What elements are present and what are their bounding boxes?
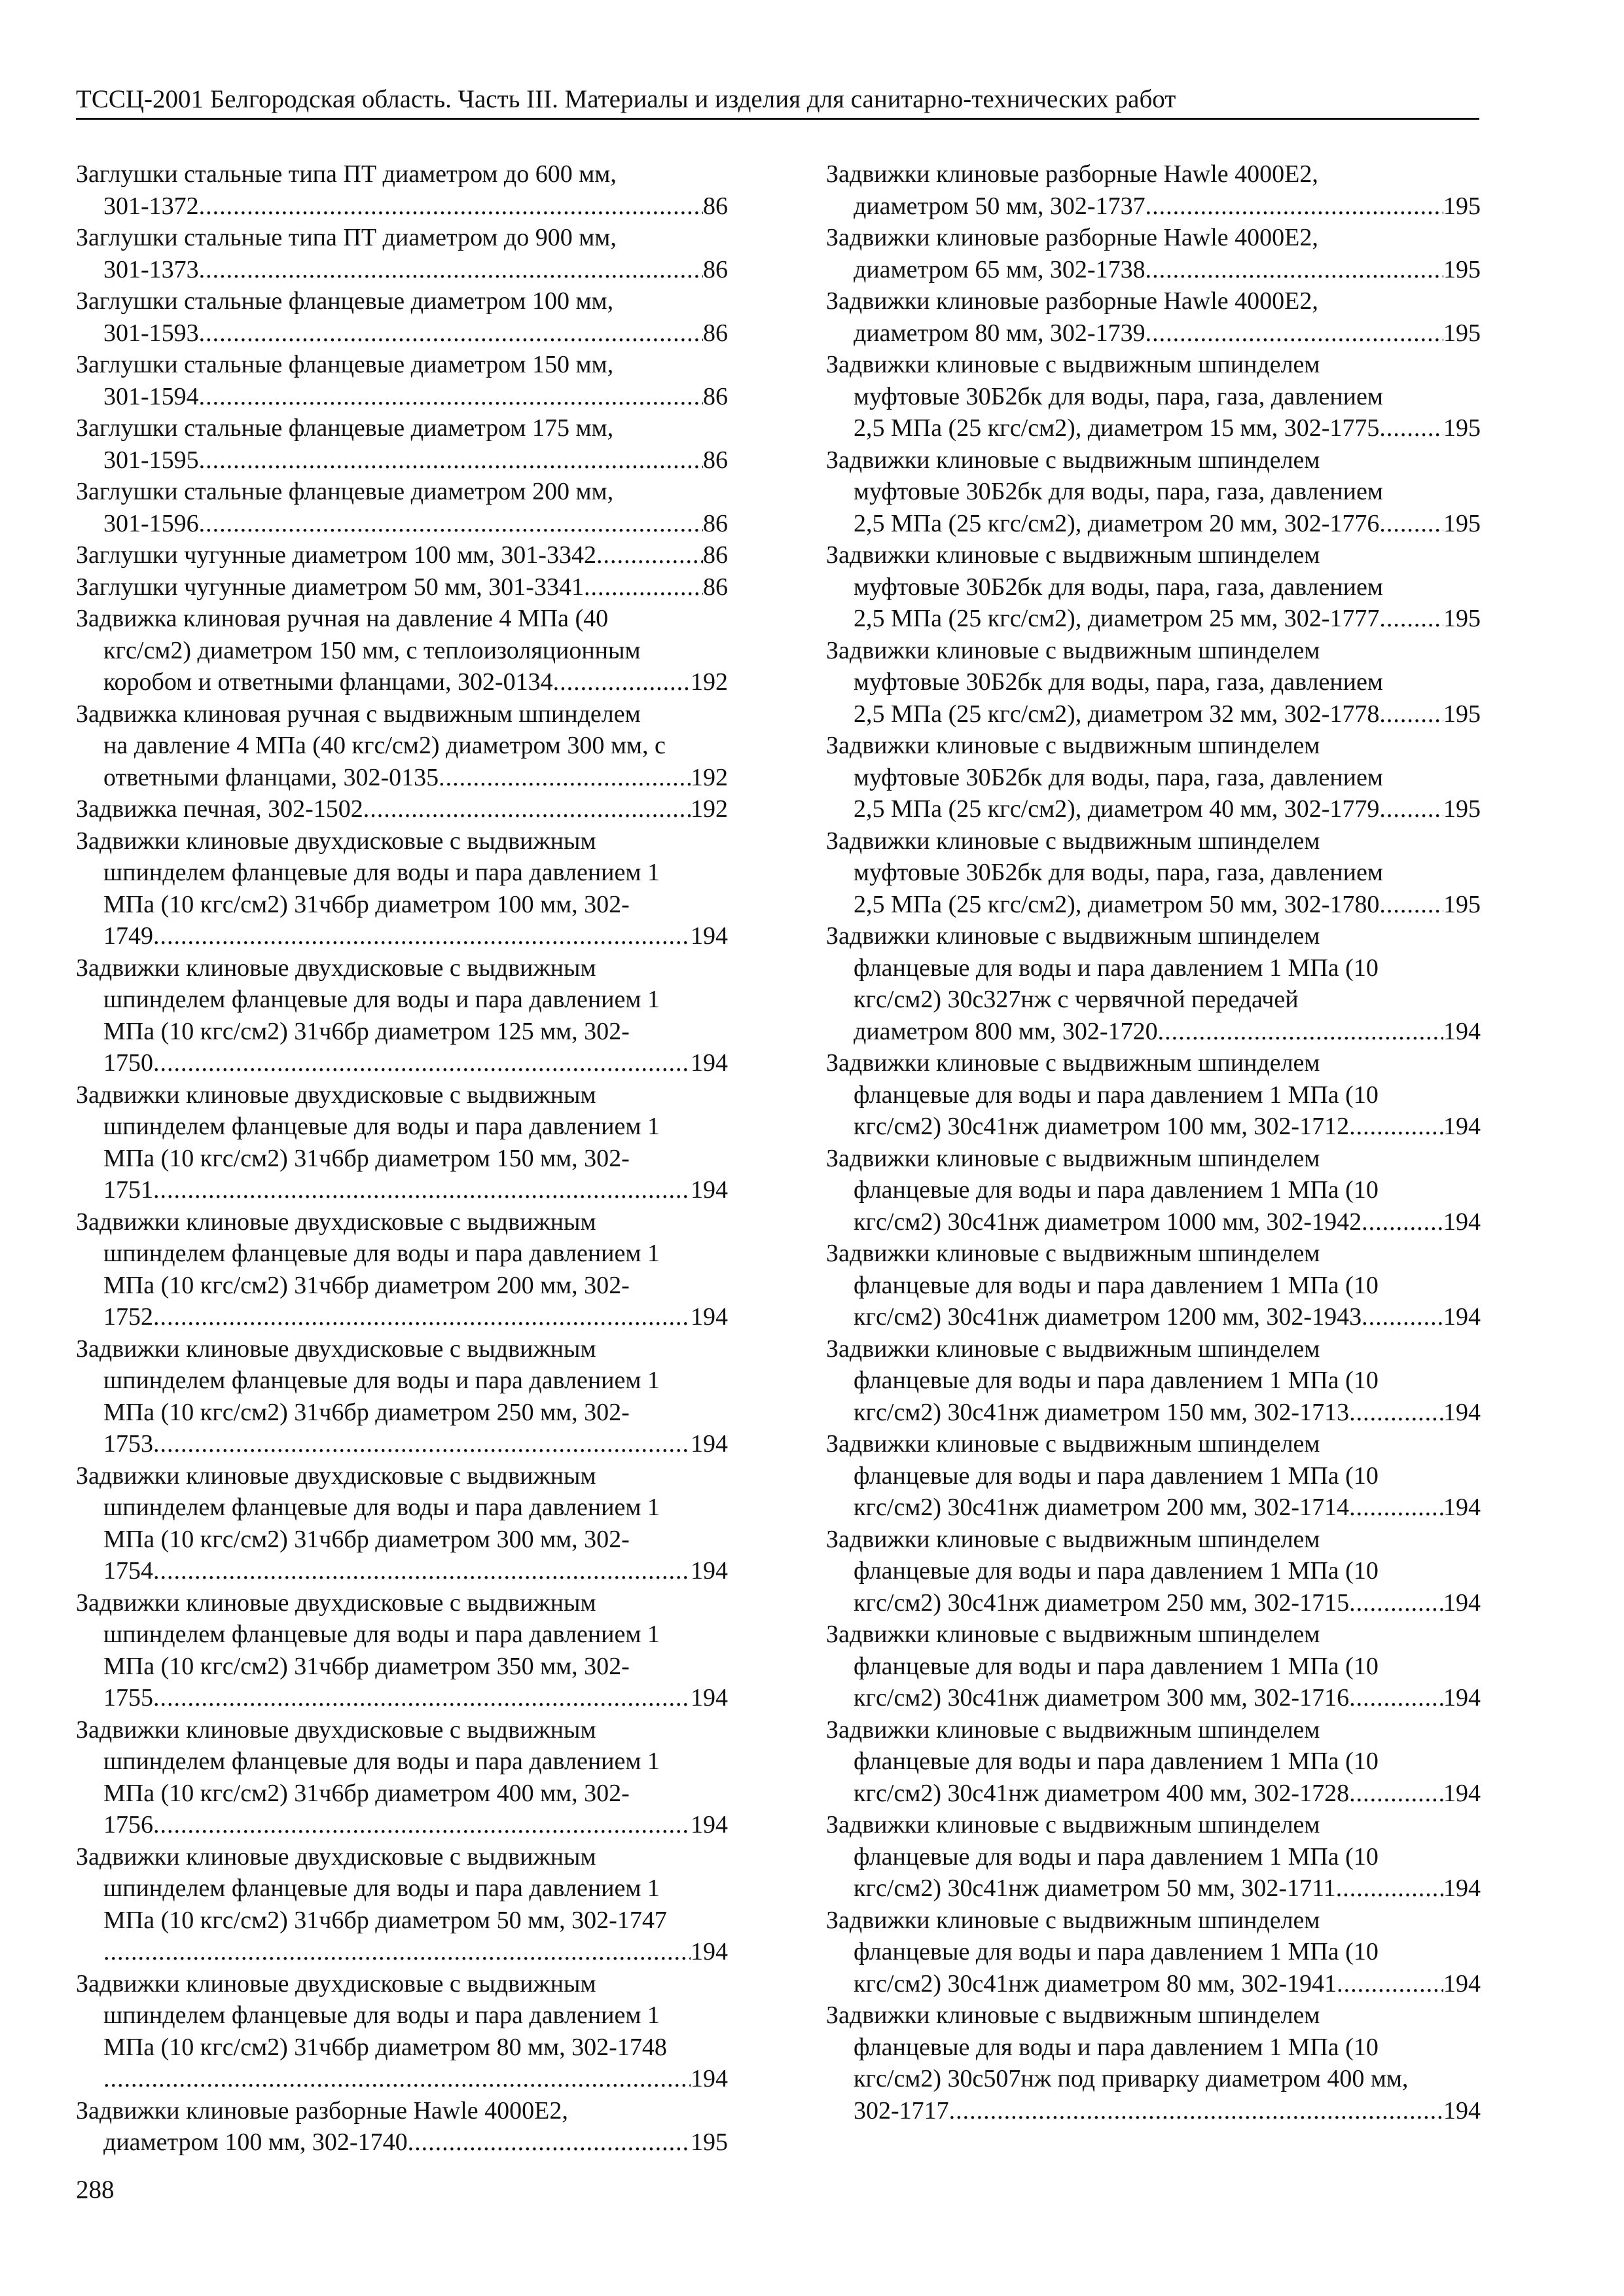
entry-line: Задвижки клиновые двухдисковые с выдвижным <box>76 1969 596 1998</box>
entry-page-ref: 195 <box>1443 319 1481 347</box>
index-entry <box>76 476 728 539</box>
dot-leader <box>1336 1873 1443 1905</box>
entry-page-ref: 195 <box>1443 700 1481 728</box>
entry-line: шпинделем фланцевые для воды и пара давлением 1 <box>103 1621 660 1648</box>
entry-page-ref: 86 <box>703 255 728 283</box>
running-header: ТССЦ-2001 Белгородская область. Часть III. Материалы и изделия для санитарно-технических работ <box>76 84 1479 120</box>
entry-last-line: диаметром 800 мм, 302-1720 <box>854 1017 1158 1045</box>
entry-line: фланцевые для воды и пара давлением 1 МПа (10 <box>854 954 1379 982</box>
entry-page-ref: 192 <box>691 795 728 823</box>
entry-line: Задвижки клиновые разборные Hawle 4000E2, <box>76 2096 568 2125</box>
entry-last-line: диаметром 50 мм, 302-1737 <box>854 192 1146 220</box>
entry-page-ref: 86 <box>703 446 728 474</box>
dot-leader <box>1349 1587 1443 1619</box>
entry-last-line: 2,5 МПа (25 кгс/см2), диаметром 50 мм, 302-1780 <box>854 890 1380 918</box>
dot-leader <box>1349 1778 1443 1810</box>
index-entry <box>826 730 1481 825</box>
index-entry <box>826 1047 1481 1143</box>
entry-line: Заглушки стальные фланцевые диаметром 200 мм, <box>76 478 614 505</box>
entry-line: Заглушки стальные фланцевые диаметром 150 мм, <box>76 351 614 378</box>
entry-last-line: 301-1596 <box>103 509 199 537</box>
entry-last-line: 301-1593 <box>103 319 199 347</box>
entry-page-ref: 194 <box>1443 1208 1481 1236</box>
entry-line: Задвижки клиновые двухдисковые с выдвижным <box>76 1588 596 1617</box>
entry-last-line: Заглушки чугунные диаметром 50 мм, 301-3341 <box>76 573 584 601</box>
entry-page-ref: 194 <box>1443 1303 1481 1331</box>
index-entry <box>826 1238 1481 1333</box>
entry-line: фланцевые для воды и пара давлением 1 МПа (10 <box>854 1462 1379 1490</box>
entry-line: шпинделем фланцевые для воды и пара давлением 1 <box>103 1113 660 1140</box>
dot-leader <box>439 762 691 794</box>
entry-page-ref: 86 <box>703 382 728 410</box>
dot-leader <box>199 190 703 223</box>
index-entry <box>76 1714 728 1841</box>
entry-last-line: диаметром 100 мм, 302-1740 <box>103 2128 408 2156</box>
entry-line: фланцевые для воды и пара давлением 1 МПа (10 <box>854 2033 1379 2061</box>
page-number: 288 <box>76 2176 115 2204</box>
entry-line: муфтовые 30Б2бк для воды, пара, газа, давлением <box>854 668 1383 696</box>
dot-leader <box>1362 1301 1443 1333</box>
dot-leader <box>199 317 703 350</box>
entry-last-line: Задвижка печная, 302-1502 <box>76 795 363 823</box>
index-entry <box>826 635 1481 730</box>
index-entry <box>826 349 1481 444</box>
dot-leader <box>1379 508 1443 540</box>
dot-leader <box>1349 1492 1443 1524</box>
entry-line: Задвижки клиновые двухдисковые с выдвижным <box>76 1335 596 1363</box>
entry-page-ref: 194 <box>1443 1398 1481 1426</box>
entry-line: МПа (10 кгс/см2) 31ч6бр диаметром 50 мм, 302-1747 <box>103 1906 667 1934</box>
dot-leader <box>1146 254 1443 286</box>
entry-line: Задвижки клиновые с выдвижным шпинделем <box>826 1715 1320 1744</box>
entry-line: Задвижки клиновые с выдвижным шпинделем <box>826 541 1320 569</box>
entry-page-ref: 195 <box>1443 890 1481 918</box>
entry-line: Заглушки стальные типа ПТ диаметром до 600 мм, <box>76 160 617 188</box>
entry-page-ref: 86 <box>703 541 728 569</box>
dot-leader <box>553 666 691 698</box>
index-entry <box>76 539 728 571</box>
dot-leader <box>1379 889 1443 921</box>
entry-line: шпинделем фланцевые для воды и пара давлением 1 <box>103 1240 660 1267</box>
dot-leader <box>1146 317 1443 350</box>
entry-page-ref: 195 <box>1443 255 1481 283</box>
entry-line: Задвижки клиновые двухдисковые с выдвижным <box>76 1842 596 1871</box>
entry-line: шпинделем фланцевые для воды и пара давлением 1 <box>103 1748 660 1775</box>
entry-line: Заглушки стальные фланцевые диаметром 100 мм, <box>76 287 614 315</box>
entry-line: шпинделем фланцевые для воды и пара давлением 1 <box>103 1367 660 1394</box>
dot-leader <box>1379 698 1443 730</box>
entry-page-ref: 194 <box>1443 2096 1481 2125</box>
dot-leader <box>103 2063 691 2095</box>
dot-leader <box>153 1682 691 1714</box>
entry-page-ref: 86 <box>703 573 728 601</box>
entry-last-line: 1749 <box>103 922 153 950</box>
entry-line: Задвижки клиновые разборные Hawle 4000E2, <box>826 287 1318 315</box>
index-column-left <box>76 158 728 2159</box>
entry-line: шпинделем фланцевые для воды и пара давлением 1 <box>103 986 660 1013</box>
index-entry <box>826 1619 1481 1714</box>
dot-leader <box>153 1555 691 1587</box>
entry-page-ref: 195 <box>1443 795 1481 823</box>
entry-last-line: кгс/см2) 30с41нж диаметром 1200 мм, 302-1943 <box>854 1303 1362 1331</box>
index-entry <box>826 2000 1481 2126</box>
entry-page-ref: 194 <box>691 922 728 950</box>
entry-line: кгс/см2) 30с507нж под приварку диаметром 400 мм, <box>854 2065 1409 2092</box>
entry-last-line: кгс/см2) 30с41нж диаметром 400 мм, 302-1728 <box>854 1779 1350 1807</box>
index-entry <box>76 1460 728 1587</box>
entry-last-line: кгс/см2) 30с41нж диаметром 1000 мм, 302-1942 <box>854 1208 1362 1236</box>
dot-leader <box>153 1174 691 1206</box>
index-entry <box>826 1905 1481 2000</box>
entry-page-ref: 195 <box>1443 605 1481 632</box>
entry-page-ref: 194 <box>1443 1684 1481 1712</box>
entry-page-ref: 194 <box>1443 1588 1481 1617</box>
entry-line: Задвижки клиновые двухдисковые с выдвижным <box>76 1208 596 1236</box>
index-entry <box>76 1841 728 1968</box>
entry-line: МПа (10 кгс/см2) 31ч6бр диаметром 125 мм, 302- <box>103 1017 630 1045</box>
dot-leader <box>199 381 703 413</box>
index-entry <box>76 412 728 476</box>
entry-line: Задвижки клиновые с выдвижным шпинделем <box>826 827 1320 855</box>
entry-page-ref: 194 <box>691 2065 728 2092</box>
entry-last-line: 1750 <box>103 1049 153 1077</box>
entry-last-line: 1752 <box>103 1303 153 1331</box>
index-entry <box>826 920 1481 1047</box>
entry-line: муфтовые 30Б2бк для воды, пара, газа, давлением <box>854 859 1383 886</box>
index-entry <box>826 158 1481 222</box>
entry-line: Задвижки клиновые двухдисковые с выдвижным <box>76 1462 596 1490</box>
entry-line: фланцевые для воды и пара давлением 1 МПа (10 <box>854 1271 1379 1299</box>
entry-line: кгс/см2) 30с327нж с червячной передачей <box>854 986 1299 1013</box>
dot-leader <box>153 1301 691 1333</box>
index-entry <box>76 952 728 1079</box>
entry-line: Задвижки клиновые с выдвижным шпинделем <box>826 1906 1320 1934</box>
entry-page-ref: 86 <box>703 192 728 220</box>
index-entry <box>826 1809 1481 1905</box>
entry-line: Задвижка клиновая ручная с выдвижным шпинделем <box>76 700 641 728</box>
entry-last-line: 2,5 МПа (25 кгс/см2), диаметром 20 мм, 302-1776 <box>854 509 1380 537</box>
entry-page-ref: 86 <box>703 509 728 537</box>
entry-last-line: кгс/см2) 30с41нж диаметром 80 мм, 302-1941 <box>854 1969 1337 1998</box>
entry-last-line: 301-1594 <box>103 382 199 410</box>
entry-line: фланцевые для воды и пара давлением 1 МПа (10 <box>854 1652 1379 1680</box>
entry-line: Задвижки клиновые с выдвижным шпинделем <box>826 1525 1320 1553</box>
dot-leader <box>1158 1016 1443 1048</box>
entry-page-ref: 194 <box>1443 1113 1481 1140</box>
entry-line: кгс/см2) диаметром 150 мм, с теплоизоляционным <box>103 636 641 664</box>
entry-page-ref: 194 <box>691 1303 728 1331</box>
entry-line: Задвижки клиновые двухдисковые с выдвижным <box>76 954 596 982</box>
entry-line: шпинделем фланцевые для воды и пара давлением 1 <box>103 859 660 886</box>
entry-page-ref: 194 <box>1443 1969 1481 1998</box>
entry-line: Задвижки клиновые с выдвижным шпинделем <box>826 1049 1320 1077</box>
entry-last-line: кгс/см2) 30с41нж диаметром 300 мм, 302-1716 <box>854 1684 1350 1712</box>
entry-line: фланцевые для воды и пара давлением 1 МПа (10 <box>854 1176 1379 1204</box>
entry-line: Задвижки клиновые с выдвижным шпинделем <box>826 922 1320 950</box>
index-entry <box>826 285 1481 349</box>
entry-line: Задвижки клиновые с выдвижным шпинделем <box>826 1811 1320 1839</box>
entry-last-line: 1753 <box>103 1430 153 1458</box>
index-entry <box>76 2095 728 2159</box>
dot-leader <box>103 1936 691 1968</box>
index-entry <box>76 1206 728 1333</box>
index-entry <box>76 825 728 952</box>
index-entry <box>826 1428 1481 1524</box>
entry-last-line: 1755 <box>103 1684 153 1712</box>
entry-page-ref: 195 <box>691 2128 728 2156</box>
entry-line: муфтовые 30Б2бк для воды, пара, газа, давлением <box>854 573 1383 601</box>
entry-last-line: диаметром 65 мм, 302-1738 <box>854 255 1146 283</box>
entry-last-line: 302-1717 <box>854 2096 949 2125</box>
entry-page-ref: 195 <box>1443 192 1481 220</box>
entry-line: Заглушки стальные типа ПТ диаметром до 900 мм, <box>76 224 617 251</box>
entry-last-line: 2,5 МПа (25 кгс/см2), диаметром 15 мм, 302-1775 <box>854 414 1380 442</box>
dot-leader <box>153 1047 691 1079</box>
dot-leader <box>1349 1111 1443 1143</box>
entry-line: муфтовые 30Б2бк для воды, пара, газа, давлением <box>854 763 1383 791</box>
dot-leader <box>596 539 703 571</box>
index-entry <box>76 1587 728 1714</box>
entry-line: Задвижки клиновые с выдвижным шпинделем <box>826 351 1320 378</box>
entry-last-line: кгс/см2) 30с41нж диаметром 250 мм, 302-1715 <box>854 1588 1350 1617</box>
index-entry <box>76 571 728 603</box>
entry-last-line: 301-1372 <box>103 192 199 220</box>
entry-line: Задвижки клиновые двухдисковые с выдвижным <box>76 827 596 855</box>
entry-line: шпинделем фланцевые для воды и пара давлением 1 <box>103 1494 660 1521</box>
entry-page-ref: 195 <box>1443 509 1481 537</box>
entry-line: Задвижки клиновые с выдвижным шпинделем <box>826 2001 1320 2029</box>
index-entry <box>826 1143 1481 1238</box>
entry-line: Задвижки клиновые с выдвижным шпинделем <box>826 1144 1320 1172</box>
entry-page-ref: 194 <box>691 1938 728 1965</box>
dot-leader <box>153 1809 691 1841</box>
entry-line: фланцевые для воды и пара давлением 1 МПа (10 <box>854 1938 1379 1965</box>
entry-line: Задвижки клиновые с выдвижным шпинделем <box>826 1240 1320 1267</box>
entry-line: муфтовые 30Б2бк для воды, пара, газа, давлением <box>854 382 1383 410</box>
entry-line: Задвижки клиновые с выдвижным шпинделем <box>826 1430 1320 1458</box>
entry-line: Задвижки клиновые с выдвижным шпинделем <box>826 732 1320 759</box>
dot-leader <box>1362 1206 1443 1238</box>
entry-last-line: 2,5 МПа (25 кгс/см2), диаметром 32 мм, 302-1778 <box>854 700 1380 728</box>
dot-leader <box>1146 190 1443 223</box>
entry-page-ref: 194 <box>691 1049 728 1077</box>
index-entry <box>76 1333 728 1460</box>
index-column-right <box>826 158 1481 2126</box>
entry-last-line: 1756 <box>103 1811 153 1839</box>
entry-line: фланцевые для воды и пара давлением 1 МПа (10 <box>854 1842 1379 1871</box>
index-entry <box>76 222 728 285</box>
entry-line: МПа (10 кгс/см2) 31ч6бр диаметром 250 мм, 302- <box>103 1398 630 1426</box>
entry-last-line: кгс/см2) 30с41нж диаметром 50 мм, 302-1711 <box>854 1874 1336 1902</box>
entry-last-line: кгс/см2) 30с41нж диаметром 100 мм, 302-1712 <box>854 1113 1350 1140</box>
dot-leader <box>153 1428 691 1460</box>
index-entry <box>76 349 728 412</box>
entry-line: МПа (10 кгс/см2) 31ч6бр диаметром 150 мм, 302- <box>103 1144 630 1172</box>
entry-line: Задвижки клиновые двухдисковые с выдвижным <box>76 1081 596 1109</box>
entry-last-line: ответными фланцами, 302-0135 <box>103 763 439 791</box>
index-entry <box>76 698 728 794</box>
index-entry <box>826 222 1481 285</box>
entry-line: фланцевые для воды и пара давлением 1 МПа (10 <box>854 1081 1379 1109</box>
entry-line: МПа (10 кгс/см2) 31ч6бр диаметром 80 мм, 302-1748 <box>103 2033 667 2061</box>
index-entry <box>76 793 728 825</box>
entry-page-ref: 194 <box>1443 1017 1481 1045</box>
entry-line: МПа (10 кгс/см2) 31ч6бр диаметром 350 мм, 302- <box>103 1652 630 1680</box>
entry-line: фланцевые для воды и пара давлением 1 МПа (10 <box>854 1367 1379 1394</box>
dot-leader <box>153 920 691 952</box>
entry-line: Задвижки клиновые с выдвижным шпинделем <box>826 1621 1320 1648</box>
entry-line: Задвижка клиновая ручная на давление 4 МПа (40 <box>76 605 609 632</box>
dot-leader <box>1337 1968 1443 2000</box>
dot-leader <box>1349 1397 1443 1429</box>
entry-line: МПа (10 кгс/см2) 31ч6бр диаметром 300 мм, 302- <box>103 1525 630 1553</box>
entry-line: шпинделем фланцевые для воды и пара давлением 1 <box>103 2001 660 2029</box>
entry-line: Задвижки клиновые с выдвижным шпинделем <box>826 446 1320 474</box>
entry-last-line: кгс/см2) 30с41нж диаметром 150 мм, 302-1713 <box>854 1398 1350 1426</box>
index-entry <box>76 158 728 222</box>
entry-line: Заглушки стальные фланцевые диаметром 175 мм, <box>76 414 614 442</box>
dot-leader <box>1379 603 1443 635</box>
entry-line: фланцевые для воды и пара давлением 1 МПа (10 <box>854 1557 1379 1585</box>
entry-line: МПа (10 кгс/см2) 31ч6бр диаметром 200 мм, 302- <box>103 1271 630 1299</box>
entry-line: на давление 4 МПа (40 кгс/см2) диаметром 300 мм, с <box>103 732 666 759</box>
dot-leader <box>1379 412 1443 444</box>
entry-page-ref: 86 <box>703 319 728 347</box>
index-entry <box>76 1079 728 1206</box>
entry-page-ref: 194 <box>691 1684 728 1712</box>
entry-page-ref: 194 <box>1443 1494 1481 1521</box>
entry-last-line: 2,5 МПа (25 кгс/см2), диаметром 40 мм, 302-1779 <box>854 795 1380 823</box>
index-entry <box>76 285 728 349</box>
dot-leader <box>199 254 703 286</box>
entry-last-line: 1754 <box>103 1557 153 1585</box>
entry-page-ref: 194 <box>1443 1874 1481 1902</box>
entry-page-ref: 194 <box>691 1811 728 1839</box>
entry-last-line: коробом и ответными фланцами, 302-0134 <box>103 668 553 696</box>
dot-leader <box>1379 793 1443 825</box>
index-entry <box>826 539 1481 635</box>
entry-last-line: кгс/см2) 30с41нж диаметром 200 мм, 302-1714 <box>854 1494 1350 1521</box>
index-entry <box>826 1333 1481 1429</box>
dot-leader <box>199 444 703 476</box>
index-entry <box>76 1968 728 2095</box>
dot-leader <box>949 2095 1443 2127</box>
entry-line: Задвижки клиновые с выдвижным шпинделем <box>826 636 1320 664</box>
dot-leader <box>1349 1682 1443 1714</box>
dot-leader <box>199 508 703 540</box>
entry-line: Задвижки клиновые разборные Hawle 4000E2, <box>826 160 1318 188</box>
entry-line: МПа (10 кгс/см2) 31ч6бр диаметром 400 мм, 302- <box>103 1779 630 1807</box>
index-entry <box>826 1524 1481 1619</box>
index-entry <box>76 603 728 698</box>
entry-last-line: 301-1595 <box>103 446 199 474</box>
entry-last-line: Заглушки чугунные диаметром 100 мм, 301-3342 <box>76 541 596 569</box>
entry-page-ref: 194 <box>691 1557 728 1585</box>
entry-line: МПа (10 кгс/см2) 31ч6бр диаметром 100 мм, 302- <box>103 890 630 918</box>
entry-line: муфтовые 30Б2бк для воды, пара, газа, давлением <box>854 478 1383 505</box>
index-entry <box>826 1714 1481 1810</box>
entry-last-line: диаметром 80 мм, 302-1739 <box>854 319 1146 347</box>
entry-page-ref: 194 <box>691 1176 728 1204</box>
entry-last-line: 2,5 МПа (25 кгс/см2), диаметром 25 мм, 302-1777 <box>854 605 1380 632</box>
dot-leader <box>408 2126 691 2159</box>
entry-line: Задвижки клиновые с выдвижным шпинделем <box>826 1335 1320 1363</box>
dot-leader <box>363 793 691 825</box>
entry-last-line: 301-1373 <box>103 255 199 283</box>
index-entry <box>826 444 1481 540</box>
entry-line: Задвижки клиновые разборные Hawle 4000E2, <box>826 224 1318 251</box>
entry-page-ref: 194 <box>691 1430 728 1458</box>
entry-page-ref: 195 <box>1443 414 1481 442</box>
index-entry <box>826 825 1481 921</box>
entry-line: фланцевые для воды и пара давлением 1 МПа (10 <box>854 1748 1379 1775</box>
dot-leader <box>584 571 703 603</box>
entry-line: Задвижки клиновые двухдисковые с выдвижным <box>76 1715 596 1744</box>
entry-page-ref: 192 <box>691 668 728 696</box>
entry-last-line: 1751 <box>103 1176 153 1204</box>
entry-page-ref: 192 <box>691 763 728 791</box>
entry-line: шпинделем фланцевые для воды и пара давлением 1 <box>103 1874 660 1902</box>
entry-page-ref: 194 <box>1443 1779 1481 1807</box>
